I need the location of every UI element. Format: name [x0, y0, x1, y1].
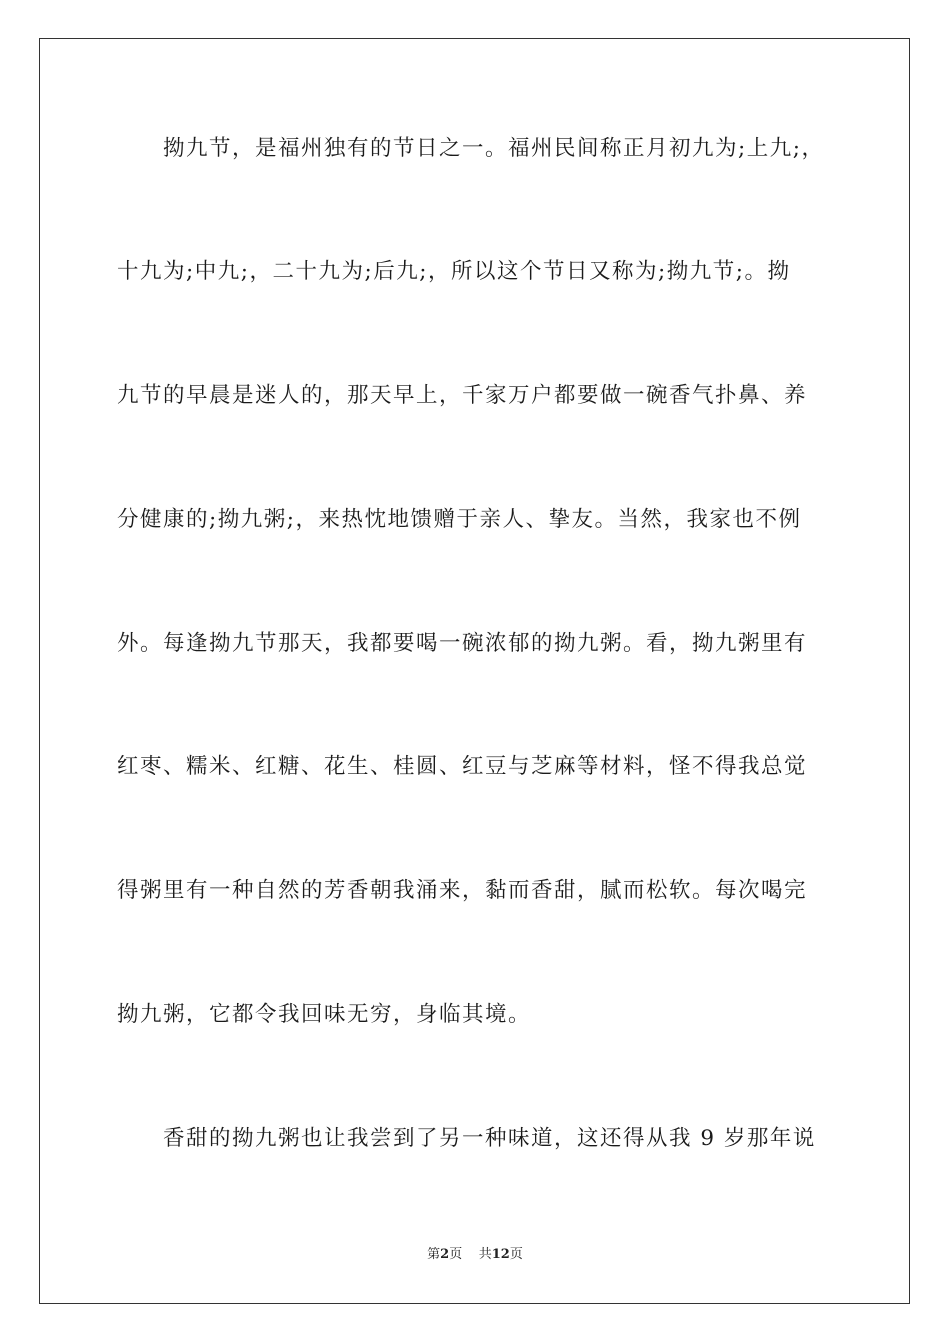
- paragraph-1-line-8: 拗九粥，它都令我回味无穷，身临其境。: [117, 1002, 532, 1027]
- paragraph-2-line-1: 香甜的拗九粥也让我尝到了另一种味道，这还得从我 9 岁那年说: [163, 1126, 816, 1151]
- paragraph-1-line-4: 分健康的;拗九粥;，来热忱地馈赠于亲人、挚友。当然，我家也不例: [117, 507, 802, 532]
- total-pages: 12: [491, 1247, 510, 1262]
- total-suffix: 页: [509, 1247, 523, 1262]
- page-suffix: 页: [449, 1247, 463, 1262]
- page-footer: [0, 1246, 950, 1264]
- page-border: [39, 38, 910, 1304]
- total-prefix: 共: [478, 1247, 492, 1262]
- paragraph-1-line-3: 九节的早晨是迷人的，那天早上，千家万户都要做一碗香气扑鼻、养: [117, 383, 808, 408]
- page-number: 2: [440, 1247, 450, 1262]
- page-prefix: 第: [427, 1247, 441, 1262]
- paragraph-1-line-2: 十九为;中九;，二十九为;后九;，所以这个节日又称为;拗九节;。拗: [117, 259, 791, 284]
- paragraph-1-line-6: 红枣、糯米、红糖、花生、桂圆、红豆与芝麻等材料，怪不得我总觉: [117, 754, 808, 779]
- paragraph-1-line-7: 得粥里有一种自然的芳香朝我涌来，黏而香甜，腻而松软。每次喝完: [117, 878, 808, 903]
- paragraph-1-line-5: 外。每逢拗九节那天，我都要喝一碗浓郁的拗九粥。看，拗九粥里有: [117, 631, 808, 656]
- paragraph-1-line-1: 拗九节，是福州独有的节日之一。福州民间称正月初九为;上九;，: [163, 136, 825, 161]
